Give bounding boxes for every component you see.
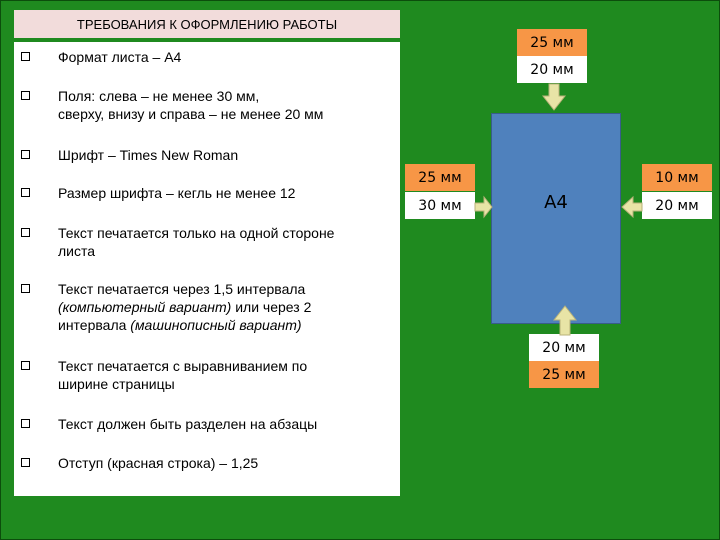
- left-margin-white-label: 30 мм: [405, 192, 475, 219]
- left-margin-orange-label: 25 мм: [405, 164, 475, 191]
- top-margin-orange-label: 25 мм: [517, 29, 587, 56]
- list-item-line: ширине страницы: [58, 376, 175, 392]
- list-item-line: Поля: слева – не менее 30 мм,: [58, 88, 260, 104]
- list-item-line: Текст печатается с выравниванием по: [58, 358, 308, 374]
- arrow-up-icon: [554, 306, 576, 335]
- list-item-line: сверху, внизу и справа – не менее 20 мм: [58, 106, 324, 122]
- list-item-line: Текст печатается только на одной стороне: [58, 225, 335, 241]
- bottom-margin-orange-label: 25 мм: [529, 361, 599, 388]
- list-item-fragment: или через 2: [231, 299, 312, 315]
- list-item-line: Текст печатается через 1,5 интервала: [58, 281, 306, 297]
- page-label: А4: [544, 192, 568, 213]
- list-item-text: Формат листа – А4: [58, 49, 182, 65]
- right-margin-orange-label: 10 мм: [642, 164, 712, 191]
- list-item-text: Текст должен быть разделен на абзацы: [58, 416, 318, 432]
- right-margin-white-label: 20 мм: [642, 192, 712, 219]
- list-item-text: Шрифт – Times New Roman: [58, 147, 239, 163]
- arrow-left-icon: [622, 197, 642, 217]
- bottom-margin-white-label: 20 мм: [529, 334, 599, 361]
- top-margin-white-label: 20 мм: [517, 56, 587, 83]
- list-item-text: Размер шрифта – кегль не менее 12: [58, 185, 296, 201]
- italic-note: (машинописный вариант): [130, 317, 302, 333]
- arrow-right-icon: [475, 197, 492, 217]
- italic-note: (компьютерный вариант): [58, 299, 232, 315]
- arrow-down-icon: [543, 84, 565, 110]
- slide-title: ТРЕБОВАНИЯ К ОФОРМЛЕНИЮ РАБОТЫ: [14, 10, 400, 38]
- list-item-line: листа: [58, 243, 96, 259]
- list-item-text: Отступ (красная строка) – 1,25: [58, 455, 259, 471]
- list-item-fragment: интервала: [58, 317, 131, 333]
